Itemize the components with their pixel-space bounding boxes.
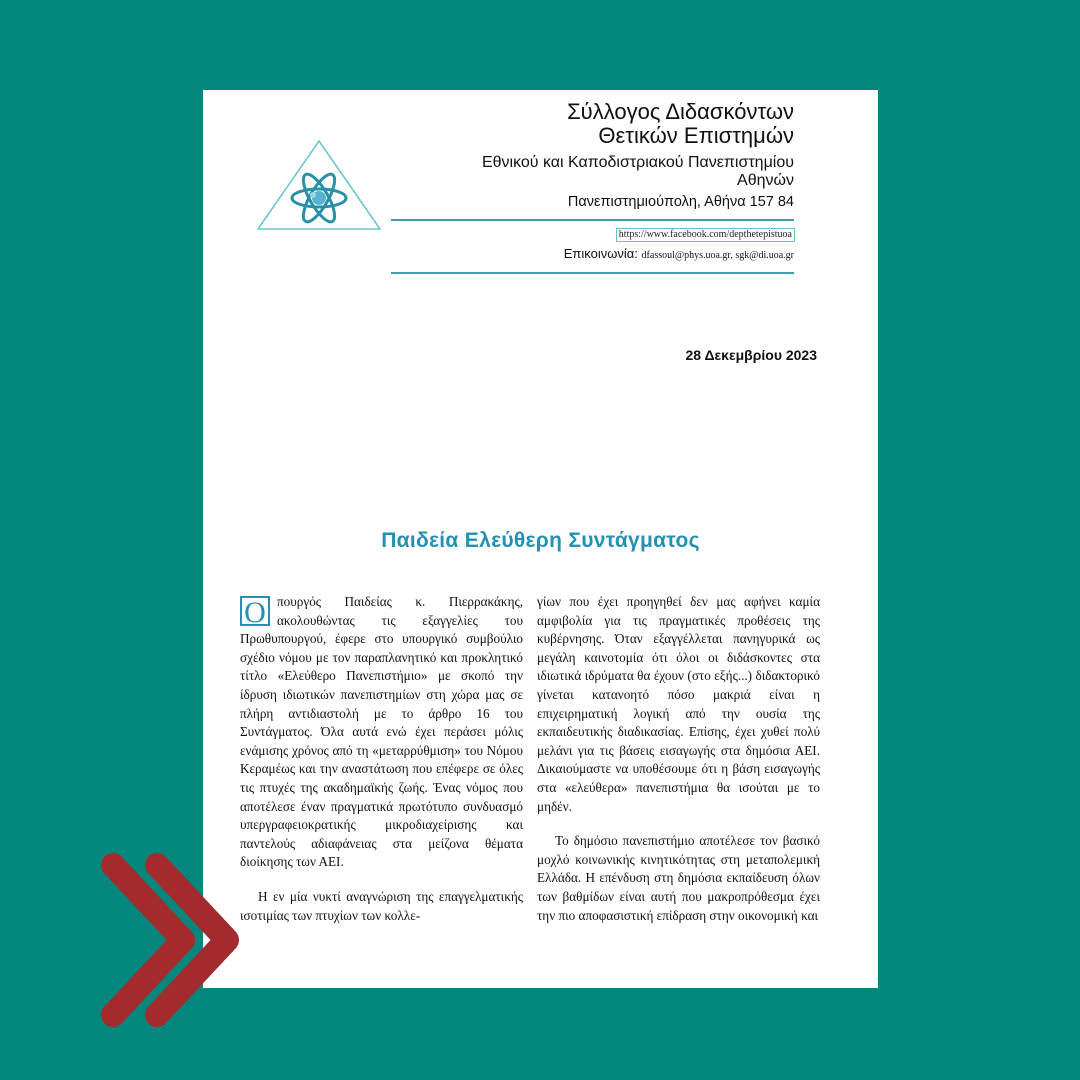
paragraph: Η εν μία νυκτί αναγνώριση της επαγγελματικής ισοτιμίας των πτυχίων των κολλε- xyxy=(240,888,523,923)
org-title-line1: Σύλλογος Διδασκόντων xyxy=(567,99,794,124)
double-chevron-right-icon xyxy=(95,845,255,1035)
org-subtitle-line1: Εθνικού και Καποδιστριακού Πανεπιστημίου xyxy=(481,154,794,171)
contact-emails[interactable]: dfassoul@phys.uoa.gr, sgk@di.uoa.gr xyxy=(641,250,794,261)
facebook-link[interactable]: https://www.facebook.com/depthetepistuoa xyxy=(616,228,795,242)
text-column-left xyxy=(240,593,523,925)
atom-triangle-logo-icon xyxy=(255,138,383,232)
paragraph: Ο πουργός Παιδείας κ. Πιερρακάκης, ακολουθώντας τις εξαγγελίες του Πρωθυπουργού, έφερε στο υπουργικό συμβούλιο σχέδιο νόμου με τον παραπλανητικό και προκλητικό τίτλο «Ελεύθερο Πανεπιστήμιο» με σκοπό την ίδρυση ιδιωτικών πανεπιστημίων στη χώρα μας σε πλήρη αντιδιαστολή με το άρθρο 16 του Συντάγματος. Όλα αυτά ενώ έχει περάσει μόλις ενάμισης χρόνος από τη «μεταρρύθμιση» του Νόμου Κεραμέως και την αναστάτωση που επέφερε σε όλες τις πτυχές της ακαδημαϊκής ζωής. Ένας νόμος που αποτέλεσε έναν πραγματικά πρωτότυπο συνδυασμό υπεργραφειοκρατικής μικροδιαχείρισης και παντελούς αδιαφάνειας στα μείζονα θέματα διοίκησης των ΑΕΙ. xyxy=(240,594,523,870)
document-title: Παιδεία Ελεύθερη Συντάγματος xyxy=(381,529,700,552)
contact-label: Επικοινωνία: xyxy=(563,246,638,261)
header-divider-bottom xyxy=(391,272,794,274)
dropcap: Ο xyxy=(240,596,270,626)
document-date: 28 Δεκεμβρίου 2023 xyxy=(685,347,817,363)
org-title-line2: Θετικών Επιστημών xyxy=(598,123,794,148)
document-page xyxy=(203,90,878,988)
text-column-right xyxy=(537,593,820,925)
org-subtitle-line2: Αθηνών xyxy=(737,172,794,189)
header-divider-top xyxy=(391,219,794,221)
paragraph: γίων που έχει προηγηθεί δεν μας αφήνει καμία αμφιβολία για τις πραγματικές προθέσεις της κυβέρνησης. Όταν εξαγγέλλεται πανηγυρικά ως μεγάλη καινοτομία ότι όλοι οι διδάσκοντες στα ιδιωτικά ιδρύματα θα έχουν (στο εξής...) διδακτορικό γίνεται κατανοητό πόσο μακριά είναι η επιχειρηματική λογική από την ουσία της εκπαιδευτικής διαδικασίας. Επίσης, έχει χυθεί πολύ μελάνι για τις βάσεις εισαγωγής στα δημόσια ΑΕΙ. Δικαιούμαστε να υποθέσουμε ότι η βάση εισαγωγής στα «ελεύθερα» πανεπιστήμια θα ισούται με το μηδέν. xyxy=(537,594,820,814)
paragraph: Το δημόσιο πανεπιστήμιο αποτέλεσε τον βασικό μοχλό κοινωνικής κινητικότητας στη μεταπολεμική Ελλάδα. Η επένδυση στη δημόσια εκπαίδευση όλων των βαθμίδων είναι αυτή που μακροπρόθεσμα έχει την πιο αποφασιστική επίδραση στην οικονομική και xyxy=(537,833,820,923)
org-address: Πανεπιστημιούπολη, Αθήνα 157 84 xyxy=(567,194,794,210)
contact-line xyxy=(564,246,794,261)
